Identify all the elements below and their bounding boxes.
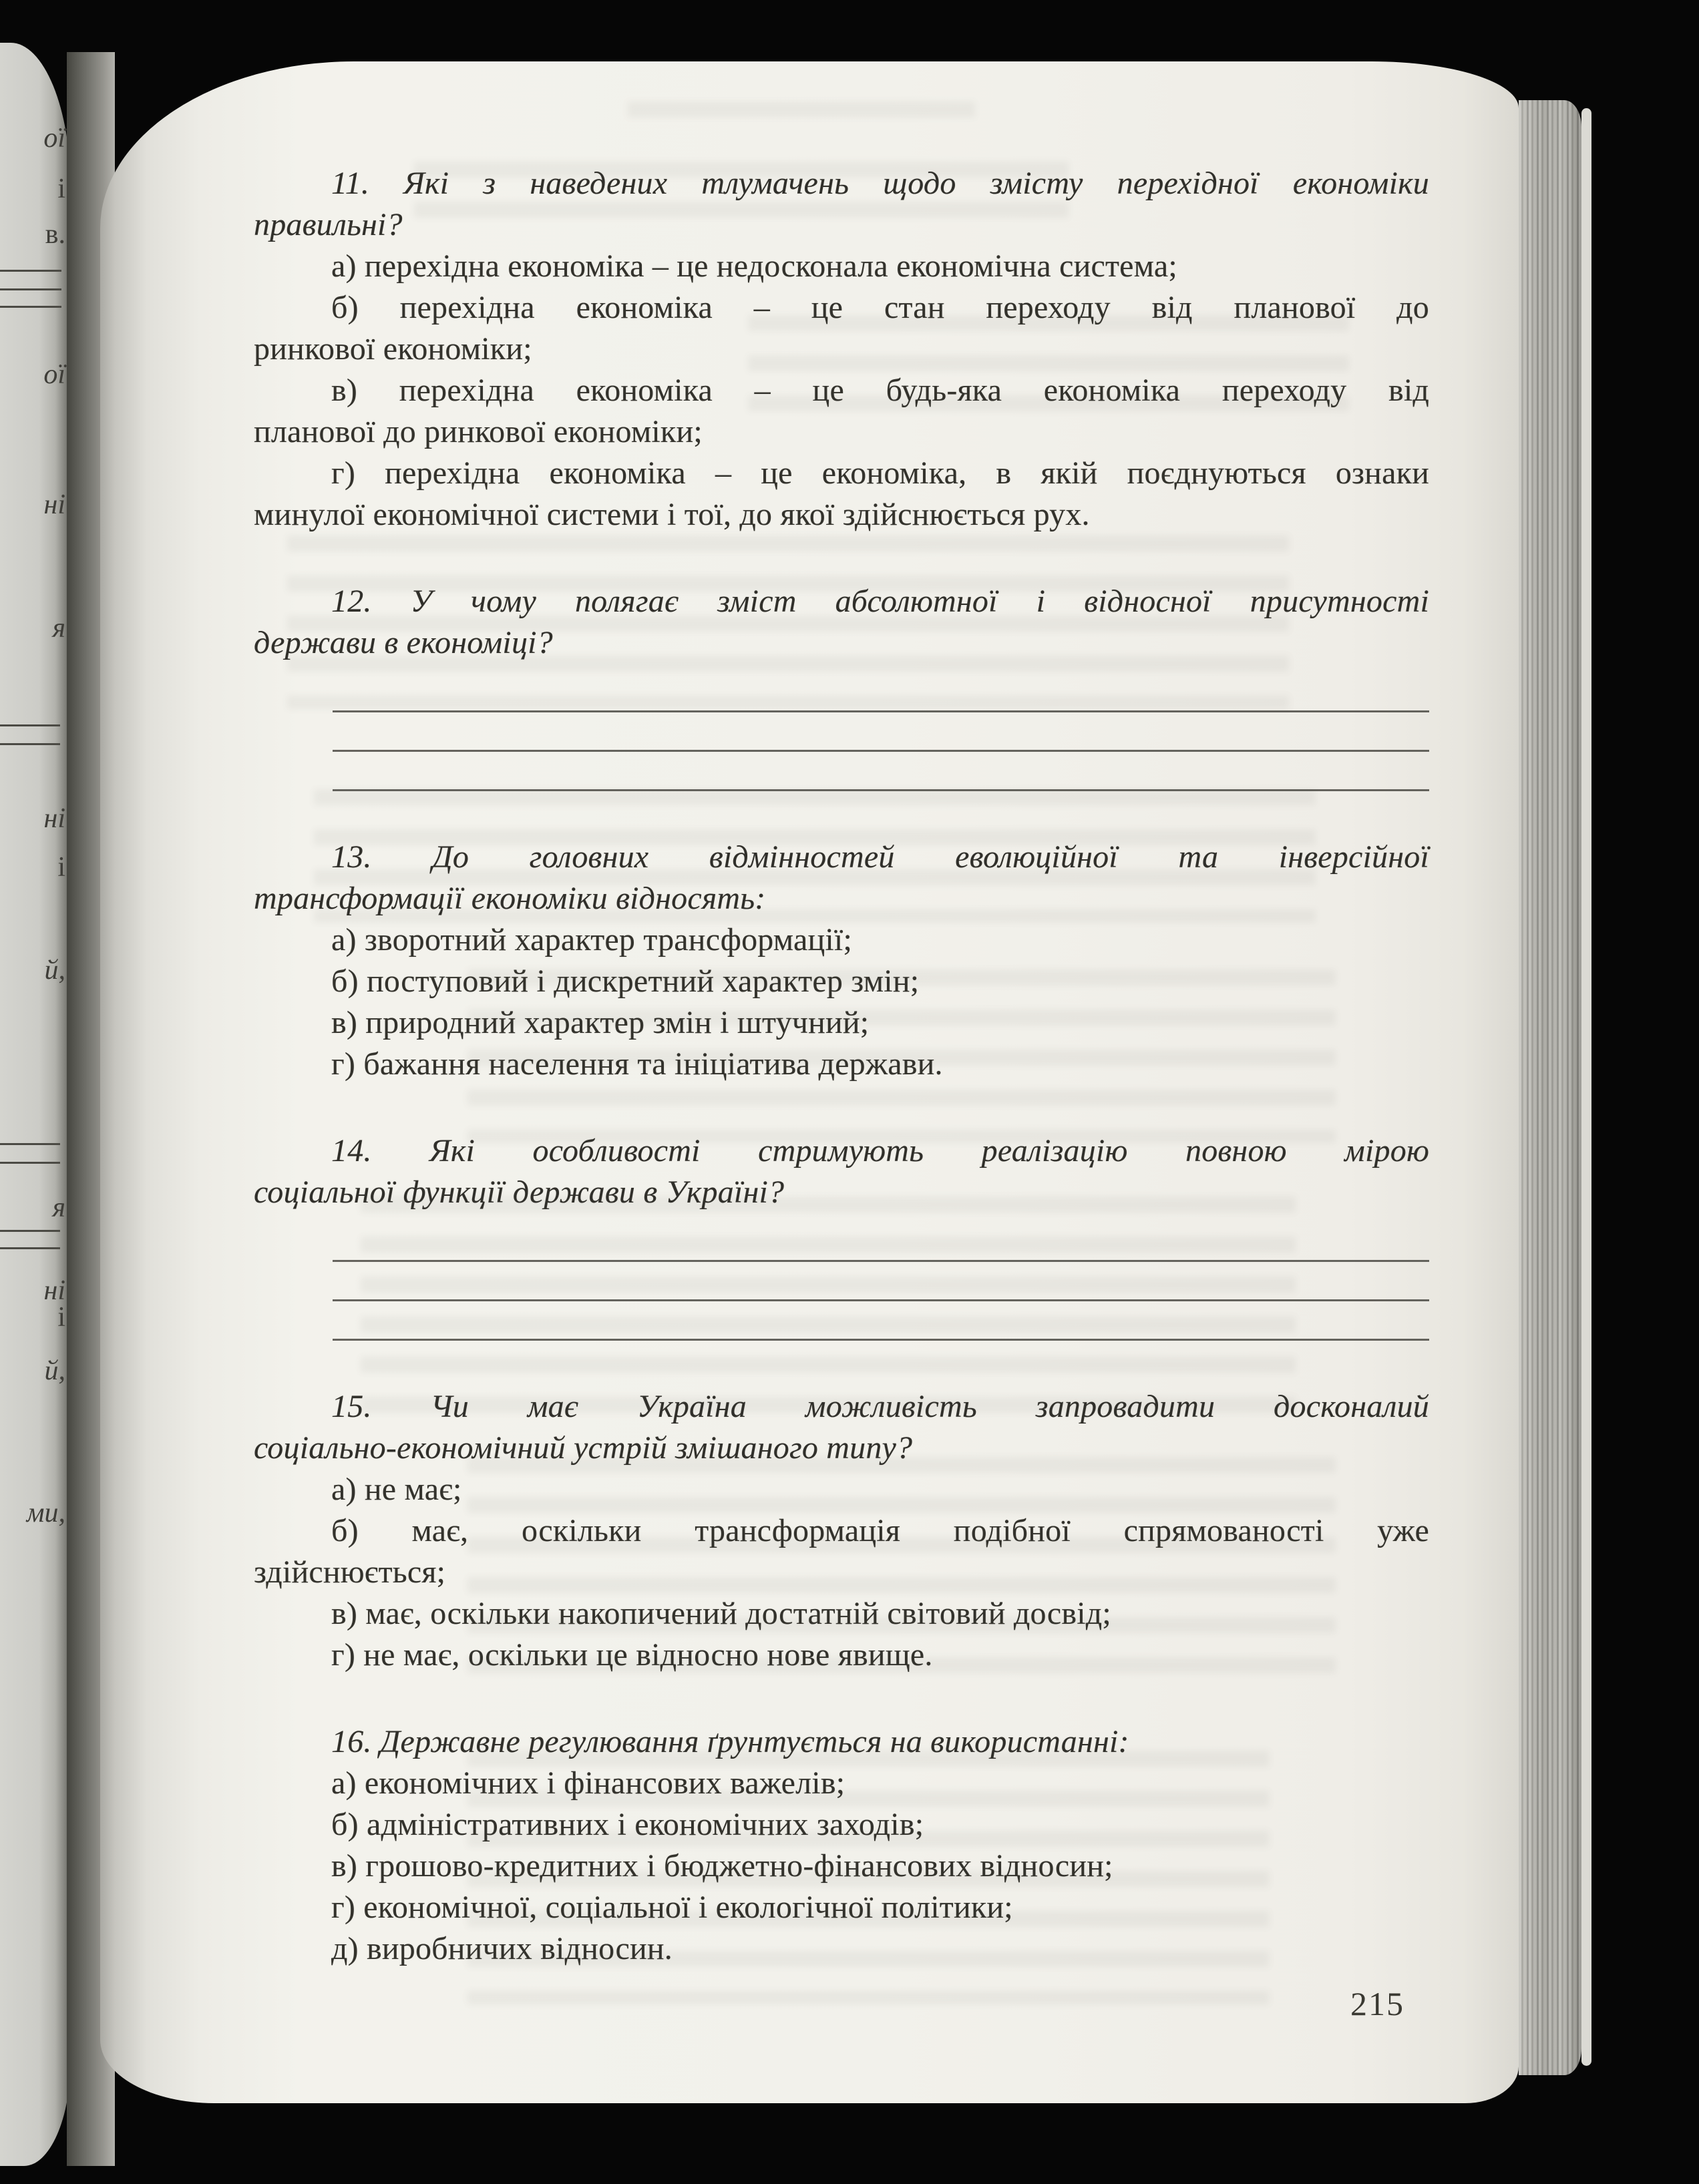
- opposite-page-edge: [0, 43, 71, 2166]
- question-heading: [254, 1130, 1429, 1213]
- answer-option: [254, 1804, 1429, 1845]
- opposite-page-text-fragment: я: [52, 1192, 65, 1223]
- answer-line: [333, 1262, 1429, 1301]
- opposite-page-text-fragment: ми,: [26, 1498, 65, 1528]
- answer-option: [254, 1763, 1429, 1804]
- text-line: г) перехідна економіка – це економіка, в якій поєднуються ознаки: [331, 455, 1429, 491]
- text-line: б) перехідна економіка – це стан переходу від планової до: [331, 290, 1429, 325]
- text-line: 12. У чому полягає зміст абсолютної і відносної присутності: [331, 584, 1429, 619]
- opposite-page-text-fragment: ні: [43, 803, 65, 834]
- answer-option: [254, 919, 1429, 961]
- answer-option: [254, 1928, 1429, 1970]
- question-heading: [254, 1721, 1429, 1763]
- page-number: 215: [1350, 1985, 1404, 2022]
- answer-blank-lines: [333, 673, 1429, 791]
- text-line: б) поступовий і дискретний характер змін;: [331, 963, 920, 999]
- text-line: 13. До головних відмінностей еволюційної та інверсійної: [331, 839, 1429, 875]
- text-line: держави в економіці?: [254, 625, 553, 660]
- opposite-page-text-fragment: я: [52, 613, 65, 644]
- answer-line: [333, 712, 1429, 752]
- answer-option: [254, 1510, 1429, 1593]
- answer-option: [254, 1634, 1429, 1676]
- question-heading: [254, 163, 1429, 246]
- opposite-page-text-fragment: й,: [44, 955, 65, 986]
- answer-option: [254, 961, 1429, 1002]
- answer-option: [254, 1469, 1429, 1510]
- page-stack-edges: [1519, 100, 1581, 2075]
- opposite-page-text-fragment: і: [57, 852, 65, 883]
- text-line: 14. Які особливості стримують реалізацію повною мірою: [331, 1133, 1429, 1168]
- question-heading: [254, 581, 1429, 664]
- answer-option: [254, 370, 1429, 453]
- opposite-page-line-fragment: [0, 1247, 60, 1249]
- text-line: в) грошово-кредитних і бюджетно-фінансових відносин;: [331, 1848, 1113, 1884]
- opposite-page-line-fragment: [0, 288, 61, 290]
- text-line: здійснюється;: [254, 1554, 446, 1590]
- answer-blank-lines: [333, 1223, 1429, 1341]
- opposite-page-line-fragment: [0, 1143, 60, 1145]
- answer-option: [254, 1887, 1429, 1928]
- text-line: а) економічних і фінансових важелів;: [331, 1765, 845, 1801]
- text-line: г) не має, оскільки це відносно нове явище.: [331, 1637, 933, 1673]
- question-heading: [254, 837, 1429, 919]
- answer-line: [333, 1223, 1429, 1262]
- opposite-page-line-fragment: [0, 724, 60, 726]
- text-line: а) зворотний характер трансформації;: [331, 922, 853, 957]
- question-15: [254, 1386, 1429, 1676]
- text-line: 11. Які з наведених тлумачень щодо змісту перехідної економіки: [331, 166, 1429, 201]
- text-line: в) природний характер змін і штучний;: [331, 1005, 870, 1040]
- opposite-page-text-fragment: і: [57, 1302, 65, 1333]
- answer-line: [333, 673, 1429, 712]
- text-line: а) перехідна економіка – це недосконала економічна система;: [331, 248, 1177, 284]
- answer-option: [254, 1593, 1429, 1634]
- answer-option: [254, 1044, 1429, 1085]
- opposite-page-line-fragment: [0, 270, 61, 272]
- text-line: соціальної функції держави в Україні?: [254, 1174, 785, 1210]
- opposite-page-text-fragment: ні: [43, 489, 65, 520]
- opposite-page-text-fragment: в.: [45, 219, 65, 250]
- text-line: в) перехідна економіка – це будь-яка економіка переходу від: [331, 373, 1429, 408]
- text-line: б) має, оскільки трансформація подібної спрямованості уже: [331, 1513, 1429, 1548]
- text-line: б) адміністративних і економічних заходів;: [331, 1807, 924, 1842]
- text-line: минулої економічної системи і тої, до якої здійснюється рух.: [254, 497, 1090, 532]
- question-heading: [254, 1386, 1429, 1469]
- text-line: в) має, оскільки накопичений достатній світовий досвід;: [331, 1596, 1111, 1631]
- answer-option: [254, 1002, 1429, 1044]
- page-stack-outer-edge: [1581, 108, 1591, 2066]
- text-line: г) бажання населення та ініціатива держави.: [331, 1046, 943, 1082]
- question-11: [254, 163, 1429, 535]
- question-13: [254, 837, 1429, 1085]
- question-16: [254, 1721, 1429, 1970]
- answer-line: [333, 1301, 1429, 1341]
- answer-option: [254, 453, 1429, 535]
- questions: [254, 163, 1429, 1970]
- answer-option: [254, 287, 1429, 370]
- opposite-page-line-fragment: [0, 1162, 60, 1164]
- text-line: ринкової економіки;: [254, 331, 532, 367]
- text-line: соціально-економічний устрій змішаного типу?: [254, 1430, 913, 1466]
- text-line: а) не має;: [331, 1472, 462, 1507]
- text-line: 15. Чи має Україна можливість запровадити досконалий: [331, 1389, 1429, 1424]
- opposite-page-text-fragment: ні: [43, 1275, 65, 1306]
- opposite-page-line-fragment: [0, 743, 60, 745]
- opposite-page-text-fragment: ої: [43, 123, 65, 154]
- opposite-page-line-fragment: [0, 1230, 60, 1232]
- text-line: правильні?: [254, 207, 403, 242]
- opposite-page-line-fragment: [0, 306, 61, 308]
- answer-line: [333, 752, 1429, 791]
- answer-option: [254, 246, 1429, 287]
- text-line: планової до ринкової економіки;: [254, 414, 703, 449]
- book-page: [100, 61, 1519, 2103]
- opposite-page-text-fragment: ої: [43, 359, 65, 390]
- bleedthrough-text-ghost: [628, 101, 975, 140]
- text-line: г) економічної, соціальної і екологічної політики;: [331, 1890, 1013, 1925]
- opposite-page-text-fragment: й,: [44, 1355, 65, 1386]
- answer-option: [254, 1845, 1429, 1887]
- text-line: 16. Державне регулювання ґрунтується на використанні:: [331, 1724, 1129, 1759]
- text-line: трансформації економіки відносять:: [254, 881, 766, 916]
- text-line: д) виробничих відносин.: [331, 1931, 673, 1966]
- opposite-page-text-fragment: і: [57, 174, 65, 204]
- question-12: [254, 581, 1429, 791]
- question-14: [254, 1130, 1429, 1341]
